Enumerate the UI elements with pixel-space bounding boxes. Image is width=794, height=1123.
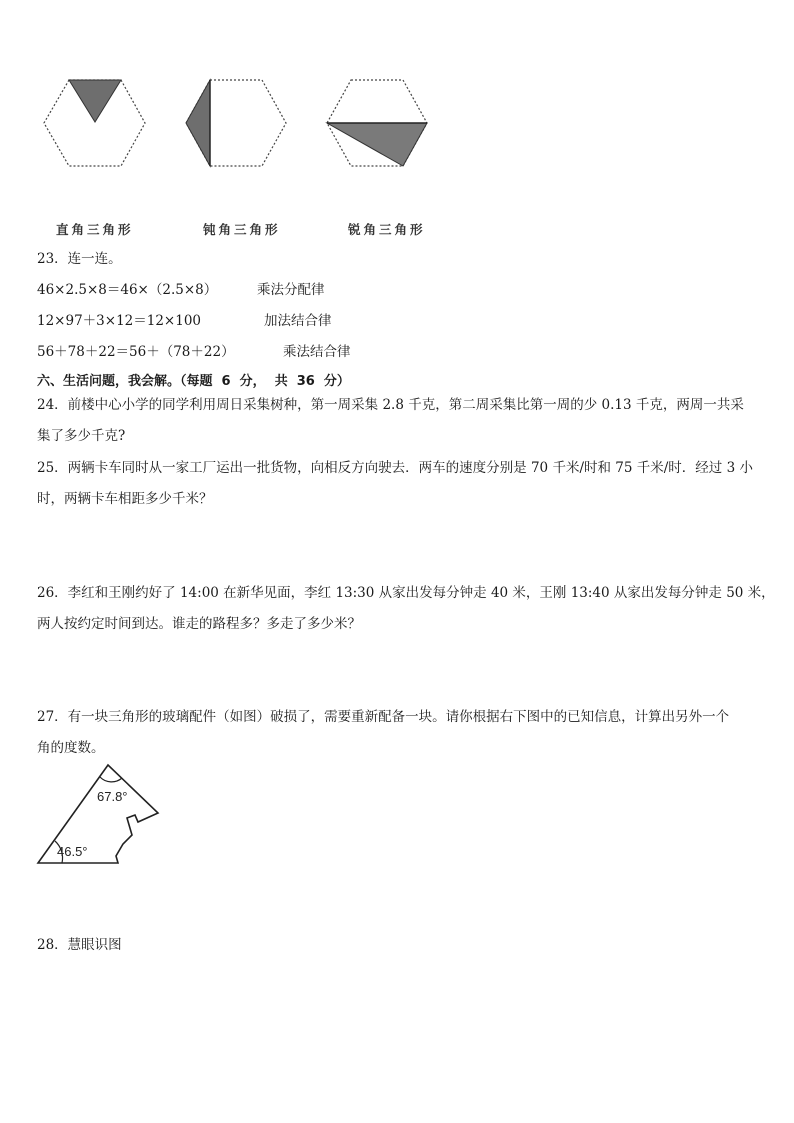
q23-title: 23．连一连。: [37, 251, 122, 267]
q23-law-3[interactable]: 乘法结合律: [283, 344, 351, 360]
hexagon-acute-triangle: [327, 80, 427, 166]
hexagon-obtuse-triangle: [186, 80, 286, 166]
q27-line-2: 角的度数。: [37, 740, 105, 756]
caption-acute-triangle: 锐角三角形: [348, 222, 426, 237]
q28-title: 28．慧眼识图: [37, 937, 122, 953]
q23-expr-3: 56＋78＋22＝56＋（78＋22）: [37, 344, 235, 360]
q25-line-1: 25．两辆卡车同时从一家工厂运出一批货物，向相反方向驶去．两车的速度分别是 70 千米/时和 75 千米/时．经过 3 小: [37, 460, 753, 476]
hexagon-right-triangle: [44, 80, 145, 166]
q24-line-1: 24．前楼中心小学的同学利用周日采集树种，第一周采集 2.8 千克，第二周采集比第一周的少 0.13 千克，两周一共采: [37, 397, 744, 413]
q26-line-2: 两人按约定时间到达。谁走的路程多？多走了多少米？: [37, 616, 361, 632]
hexagon-figures: [0, 0, 794, 250]
caption-obtuse-triangle: 钝角三角形: [203, 222, 281, 237]
angle-top-label: 67.8°: [97, 789, 128, 804]
q26-line-1: 26．李红和王刚约好了 14:00 在新华见面，李红 13:30 从家出发每分钟走 40 米，王刚 13:40 从家出发每分钟走 50 米，: [37, 585, 775, 601]
q24-line-2: 集了多少千克?: [37, 428, 126, 444]
q25-line-2: 时，两辆卡车相距多少千米？: [37, 491, 213, 507]
broken-triangle-figure: [30, 755, 170, 870]
q27-line-1: 27．有一块三角形的玻璃配件（如图）破损了，需要重新配备一块。请你根据右下图中的已知信息，计算出另外一个: [37, 709, 730, 725]
section-6-heading: 六、生活问题，我会解。（每题 6 分， 共 36 分）: [37, 374, 350, 389]
q23-law-2[interactable]: 加法结合律: [264, 313, 332, 329]
angle-bottom-label: 46.5°: [57, 844, 88, 859]
q23-expr-2: 12×97＋3×12＝12×100: [37, 313, 202, 329]
q23-law-1[interactable]: 乘法分配律: [257, 282, 325, 298]
caption-right-triangle: 直角三角形: [56, 222, 134, 237]
q23-expr-1: 46×2.5×8＝46×（2.5×8）: [37, 282, 218, 298]
